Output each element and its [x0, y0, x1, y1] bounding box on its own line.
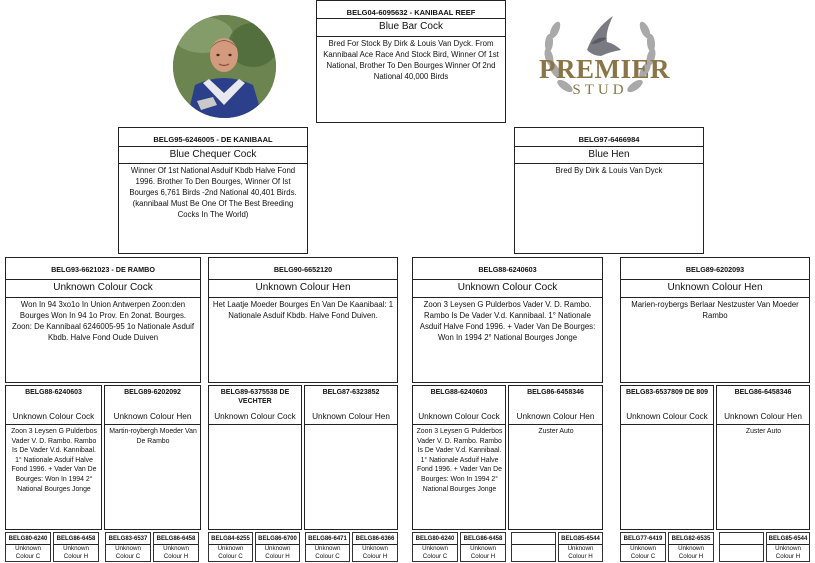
pedigree-gen2-bird [412, 257, 603, 383]
divider [621, 424, 713, 425]
pedigree-gen4-bird [620, 532, 666, 562]
ring-number: BELG88-6240603 [478, 265, 537, 274]
bird-notes: Zoon 3 Leysen G Pulderbos Vader V. D. Rambo. Rambo Is De Vader V.d. Kannibaal. 1° Nationale Asduif Halve Fond 1996. + Vader Van De Bourges: Won In 1994 2° National Bourges Jonge [419, 300, 596, 342]
divider [317, 18, 505, 19]
pedigree-root-bird [316, 0, 506, 123]
bird-notes: Winner Of 1st National Asduif Kbdb Halve Fond 1996. Brother To Den Bourges, Winner Of Ist Bourges 6,761 Birds -2nd National 40,401 Birds. (kannibaal Must Be One Of The Best Breeding Cocks In The World) [129, 166, 297, 219]
ring-number: BELG85-6544 [561, 536, 600, 542]
divider [413, 424, 505, 425]
bird-colour: Unknown Colour C [422, 545, 448, 560]
ring-number: BELG86-6458346 [527, 389, 584, 396]
pedigree-gen3-bird [5, 385, 102, 530]
ring-number: BELG80-6240 [415, 536, 455, 542]
ring-number: BELG89-6202092 [124, 389, 181, 396]
ring-number: BELG89-6375538 DE VECHTER [220, 389, 290, 405]
pedigree-dam [514, 127, 704, 254]
ring-number: BELG04-6095632 - KANIBAAL REEF [346, 8, 476, 17]
divider [209, 279, 397, 280]
divider [209, 297, 397, 298]
bird-notes: Bred For Stock By Dirk & Louis Van Dyck. From Kannibaal Ace Race And Stock Bird, Winner Of 1st National, Brother To Den Bourges Winner Of 2nd National 40,000 Birds [323, 39, 499, 81]
breeder-photo [173, 15, 276, 118]
divider [209, 424, 301, 425]
breeder-figure [173, 15, 276, 118]
ring-number: BELG83-6537809 DE 809 [625, 389, 709, 396]
ring-number: BELG93-6621023 - DE RAMBO [51, 265, 155, 274]
bird-colour: Blue Chequer Cock [169, 149, 257, 160]
pedigree-gen4-bird [460, 532, 506, 562]
bird-colour: Unknown Colour Hen [516, 412, 595, 421]
ring-number: BELG89-6202093 [685, 265, 745, 274]
ring-number: BELG80-6240 [8, 536, 48, 542]
pedigree-gen4-bird [352, 532, 398, 562]
bird-colour: Unknown Colour H [163, 545, 189, 560]
ring-number: BELG88-6240603 [430, 389, 488, 396]
ring-number: BELG77-6419 [623, 536, 663, 542]
bird-notes: Marien-roybergs Berlaar Nestzuster Van Moeder Rambo [631, 300, 799, 320]
pedigree-gen4-bird [558, 532, 603, 562]
bird-colour: Unknown Colour C [314, 545, 341, 560]
bird-colour: Unknown Colour H [63, 545, 89, 560]
pedigree-gen4-bird [255, 532, 300, 562]
divider [720, 544, 763, 545]
ring-number: BELG97-6466984 [578, 135, 640, 144]
ring-number: BELG86-6458 [156, 536, 196, 542]
pedigree-gen4-bird [668, 532, 714, 562]
bird-colour: Unknown Colour C [115, 545, 141, 560]
pedigree-gen3-bird [412, 385, 506, 530]
pedigree-gen3-bird [620, 385, 714, 530]
bird-colour: Unknown Colour Cock [53, 282, 153, 293]
logo-word-premier: PREMIER [539, 54, 670, 84]
divider [515, 163, 703, 164]
divider [512, 544, 555, 545]
ring-number: BELG86-6366 [355, 536, 395, 542]
ring-number: BELG86-6471 [308, 536, 347, 542]
pedigree-gen4-bird [105, 532, 151, 562]
pedigree-gen2-bird [208, 257, 398, 383]
bird-colour: Unknown Colour Hen [724, 412, 802, 421]
premier-stud-logo [535, 10, 670, 110]
bird-colour: Unknown Colour H [678, 545, 704, 560]
bird-colour: Unknown Colour Hen [312, 412, 390, 421]
divider [413, 297, 602, 298]
divider [317, 36, 505, 37]
bird-colour: Blue Hen [588, 149, 630, 160]
divider [6, 279, 200, 280]
bird-notes: Bred By Dirk & Louis Van Dyck [555, 166, 663, 175]
bird-colour: Unknown Colour Hen [113, 412, 192, 421]
bird-colour: Unknown Colour Hen [255, 282, 351, 293]
ring-number: BELG86-6458 [463, 536, 503, 542]
ring-number: BELG88-6240603 [25, 389, 82, 396]
bird-notes: Zoon 3 Leysen G Pulderbos Vader V. D. Rambo. Rambo Is De Vader V.d. Kannibaal. 1° Nationale Asduif Halve Fond 1996. + Vader Van De Bourges: Won In 1994 2° National Bourges Jonge [416, 428, 503, 493]
ring-number: BELG84-6255 [211, 536, 250, 542]
pedigree-gen4-bird [305, 532, 350, 562]
pedigree-gen4-bird-empty [719, 532, 764, 562]
pedigree-gen4-bird [208, 532, 253, 562]
bird-colour: Unknown Colour H [264, 545, 291, 560]
bird-colour: Unknown Colour Cock [626, 412, 708, 421]
divider [515, 146, 703, 147]
divider [621, 279, 809, 280]
divider [621, 297, 809, 298]
pedigree-gen2-bird [620, 257, 810, 383]
divider [6, 424, 101, 425]
divider [413, 279, 602, 280]
pedigree-gen3-bird [304, 385, 398, 530]
divider [105, 424, 200, 425]
bird-notes: Het Laatje Moeder Bourges En Van De Kaanibaal: 1 Nationale Asduif Kbdb. Halve Fond Duiven. [212, 300, 394, 320]
ring-number: BELG85-6544 [768, 536, 808, 542]
bird-notes: Zuster Auto [745, 428, 782, 435]
bird-colour: Unknown Colour H [775, 545, 801, 560]
bird-colour: Unknown Colour C [630, 545, 656, 560]
bird-notes: Zoon 3 Leysen G Pulderbos Vader V. D. Rambo. Rambo Is De Vader V.d. Kannibaal. 1° Nationale Asduif Halve Fond 1996. + Vader Van De Bourges: Won In 1994 2° National Bourges Jonge [11, 428, 97, 493]
bird-colour: Unknown Colour Cock [457, 282, 558, 293]
bird-colour: Unknown Colour H [567, 545, 594, 560]
pedigree-gen3-bird [208, 385, 302, 530]
bird-colour: Blue Bar Cock [379, 21, 443, 32]
bird-notes: Won In 94 3xo1o In Union Antwerpen Zoon:den Bourges Won In 94 1o Prov. En 2onat. Bourges. Zoon: De Kannibaal 6246005-95 1o Nationale Asduif Kbdb. Halve Fond Oude Duiven [11, 300, 195, 342]
pedigree-gen4-bird [412, 532, 458, 562]
pedigree-gen4-bird-empty [511, 532, 556, 562]
pedigree-gen4-bird [5, 532, 51, 562]
pedigree-gen4-bird [153, 532, 199, 562]
pedigree-gen3-bird [104, 385, 201, 530]
bird-colour: Unknown Colour H [362, 545, 388, 560]
bird-notes: Martin-roybergh Moeder Van De Rambo [109, 428, 197, 445]
bird-colour: Unknown Colour C [217, 545, 244, 560]
pedigree-gen3-bird [716, 385, 810, 530]
pedigree-gen3-bird [508, 385, 603, 530]
divider [717, 424, 809, 425]
ring-number: BELG83-6537 [108, 536, 148, 542]
ring-number: BELG90-6652120 [273, 265, 333, 274]
logo-word-stud: STUD [572, 82, 628, 98]
ring-number: BELG95-6246005 - DE KANIBAAL [153, 135, 273, 144]
bird-colour: Unknown Colour C [15, 545, 41, 560]
pedigree-gen4-bird [53, 532, 99, 562]
divider [6, 297, 200, 298]
pedigree-gen2-bird [5, 257, 201, 383]
bird-colour: Unknown Colour Cock [12, 412, 95, 421]
divider [509, 424, 602, 425]
pedigree-gen4-bird [766, 532, 810, 562]
ring-number: BELG86-6700 [258, 536, 297, 542]
ring-number: BELG86-6458 [56, 536, 96, 542]
bird-notes: Zuster Auto [538, 428, 574, 435]
pedigree-sire [118, 127, 308, 254]
ring-number: BELG82-6535 [671, 536, 711, 542]
divider [119, 163, 307, 164]
ring-number: BELG87-6323852 [322, 389, 380, 396]
divider [119, 146, 307, 147]
bird-colour: Unknown Colour Hen [667, 282, 763, 293]
ring-number: BELG86-6458346 [734, 389, 792, 396]
divider [305, 424, 397, 425]
bird-colour: Unknown Colour H [470, 545, 496, 560]
bird-colour: Unknown Colour Cock [418, 412, 500, 421]
bird-colour: Unknown Colour Cock [214, 412, 296, 421]
